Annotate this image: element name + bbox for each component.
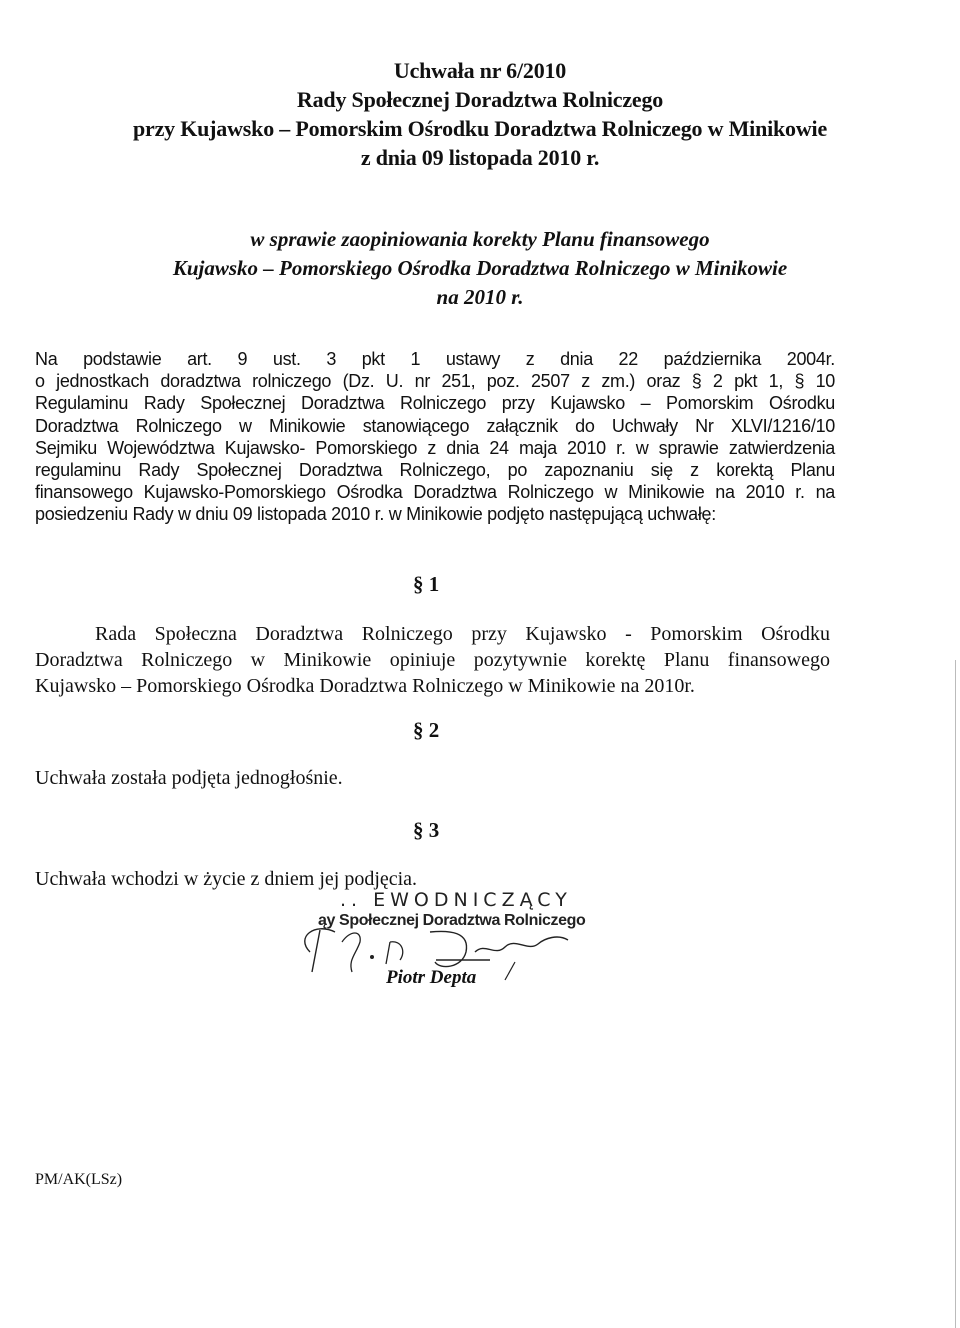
resolution-date: z dnia 09 listopada 2010 r. (360, 145, 600, 170)
document-header (0, 56, 960, 172)
scan-edge-line (955, 660, 956, 1328)
subject-line: w sprawie zaopiniowania korekty Planu finansowego (250, 227, 710, 251)
legal-basis-paragraph (35, 348, 835, 526)
section-1-text (35, 621, 830, 699)
council-name: Rady Społecznej Doradztwa Rolniczego (296, 87, 664, 112)
paragraph-line: finansowego Kujawsko-Pomorskiego Ośrodka Doradztwa Rolniczego w Minikowie na 2010 r. na (35, 482, 835, 503)
paragraph-line: regulaminu Rady Społecznej Doradztwa Rolniczego, po zapoznaniu się z korektą Planu (35, 460, 835, 481)
section-1-heading: § 1 (413, 572, 440, 596)
paragraph-line: Regulaminu Rady Społecznej Doradztwa Rolniczego przy Kujawsko – Pomorskim Ośrodku (35, 393, 835, 414)
resolution-subject (0, 225, 960, 312)
resolution-number: Uchwała nr 6/2010 (393, 58, 567, 83)
subject-line: Kujawsko – Pomorskiego Ośrodka Doradztwa Rolniczego w Minikowie (172, 256, 788, 280)
paragraph-line: Doradztwa Rolniczego w Minikowie stanowiącego załącznik do Uchwały Nr XLVI/1216/10 (35, 415, 835, 436)
section-3-heading: § 3 (413, 818, 440, 842)
stamp-organization: ąy Społecznej Doradztwa Rolniczego (318, 912, 586, 929)
signer-name: Piotr Depta (386, 967, 477, 988)
paragraph-line: Na podstawie art. 9 ust. 3 pkt 1 ustawy z dnia 22 października 2004r. (35, 349, 835, 369)
section-2-text: Uchwała została podjęta jednogłośnie. (35, 767, 343, 789)
section-2-heading: § 2 (413, 718, 440, 742)
footer-reference: PM/AK(LSz) (35, 1171, 123, 1188)
section-3-text: Uchwała wchodzi w życie z dniem jej podjęcia. (35, 868, 418, 890)
subject-line: na 2010 r. (436, 285, 524, 309)
paragraph-line: Sejmiku Województwa Kujawsko- Pomorskiego z dnia 24 maja 2010 r. w sprawie zatwierdzenia (35, 437, 835, 458)
paragraph-line: posiedzeniu Rady w dniu 09 listopada 2010 r. w Minikowie podjęto następującą uchwałę: (35, 504, 716, 525)
institution-name: przy Kujawsko – Pomorskim Ośrodku Doradztwa Rolniczego w Minikowie (132, 116, 828, 141)
paragraph-line: o jednostkach doradztwa rolniczego (Dz. U. nr 251, poz. 2507 z zm.) oraz § 2 pkt 1, § 10 (35, 371, 835, 392)
paragraph-line: Doradztwa Rolniczego w Minikowie opiniuje pozytywnie korektę Planu finansowego (35, 649, 830, 671)
stamp-title: .. EWODNICZĄCY (340, 889, 572, 911)
paragraph-line: Kujawsko – Pomorskiego Ośrodka Doradztwa Rolniczego w Minikowie na 2010r. (35, 675, 695, 697)
paragraph-line: Rada Społeczna Doradztwa Rolniczego przy Kujawsko - Pomorskim Ośrodku (95, 623, 830, 645)
